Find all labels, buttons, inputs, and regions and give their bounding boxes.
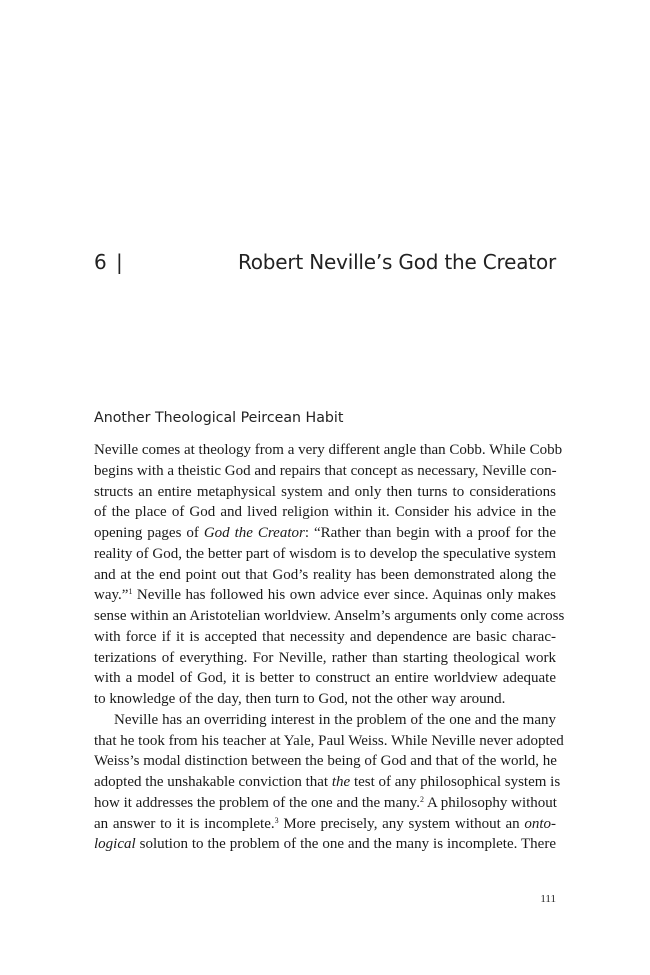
emphasis: logical [94,836,136,853]
text-line: with a model of God, it is better to construct an entire worldview adequate [94,670,556,687]
chapter-separator: | [116,250,123,274]
text-line: that he took from his teacher at Yale, Paul Weiss. While Neville never adopted [94,732,564,749]
text-line: to knowledge of the day, then turn to God, not the other way around. [94,691,506,707]
text-line: begins with a theistic God and repairs that concept as necessary, Neville con- [94,462,557,479]
text-line: way.”$^1$ Neville has followed his own advice ever since. Aquinas only makes [94,587,556,604]
text-line: Weiss’s modal distinction between the being of God and that of the world, he [94,753,557,770]
footnote-marker: 3 [274,815,279,825]
text-line: structs an entire metaphysical system and only then turns to considerations [94,483,556,500]
text-line: with force if it is accepted that necessity and dependence are basic charac- [94,628,556,645]
chapter-title: Robert Neville’s God the Creator [237,250,556,274]
book-title: God the Creator [203,525,305,541]
text-line: logical solution to the problem of the one and the many is incomplete. There [94,836,556,853]
chapter-heading [94,250,556,280]
text-line: Neville has an overriding interest in the problem of the one and the many [114,711,556,728]
text-line: and at the end point out that God’s reality has been demonstrated along the [94,566,556,583]
text-line: sense within an Aristotelian worldview. Anselm’s arguments only come across [94,608,565,624]
text-line: opening pages of God the Creator: “Rather than begin with a proof for the [94,525,557,541]
text-line: of the place of God and lived religion within it. Consider his advice in the [94,504,556,521]
footnote-marker: 1 [128,587,133,597]
text-line: terizations of everything. For Neville, rather than starting theological work [94,649,556,666]
page-number: 111 [540,893,556,905]
chapter-number: 6 [94,250,107,274]
text-line: an answer to it is incomplete.$^3$ More precisely, any system without an onto- [94,815,556,832]
text-line: adopted the unshakable conviction that the test of any philosophical system is [94,774,561,790]
emphasis: the [331,774,351,790]
section-heading: Another Theological Peircean Habit [94,410,344,426]
text-line: reality of God, the better part of wisdom is to develop the speculative system [94,545,556,562]
body-text [94,440,565,855]
text-line: how it addresses the problem of the one and the many.$^2$ A philosophy without [94,794,557,811]
footnote-marker: 2 [420,794,425,804]
text-line: Neville comes at theology from a very different angle than Cobb. While Cobb [94,442,563,458]
emphasis: onto- [524,815,556,832]
